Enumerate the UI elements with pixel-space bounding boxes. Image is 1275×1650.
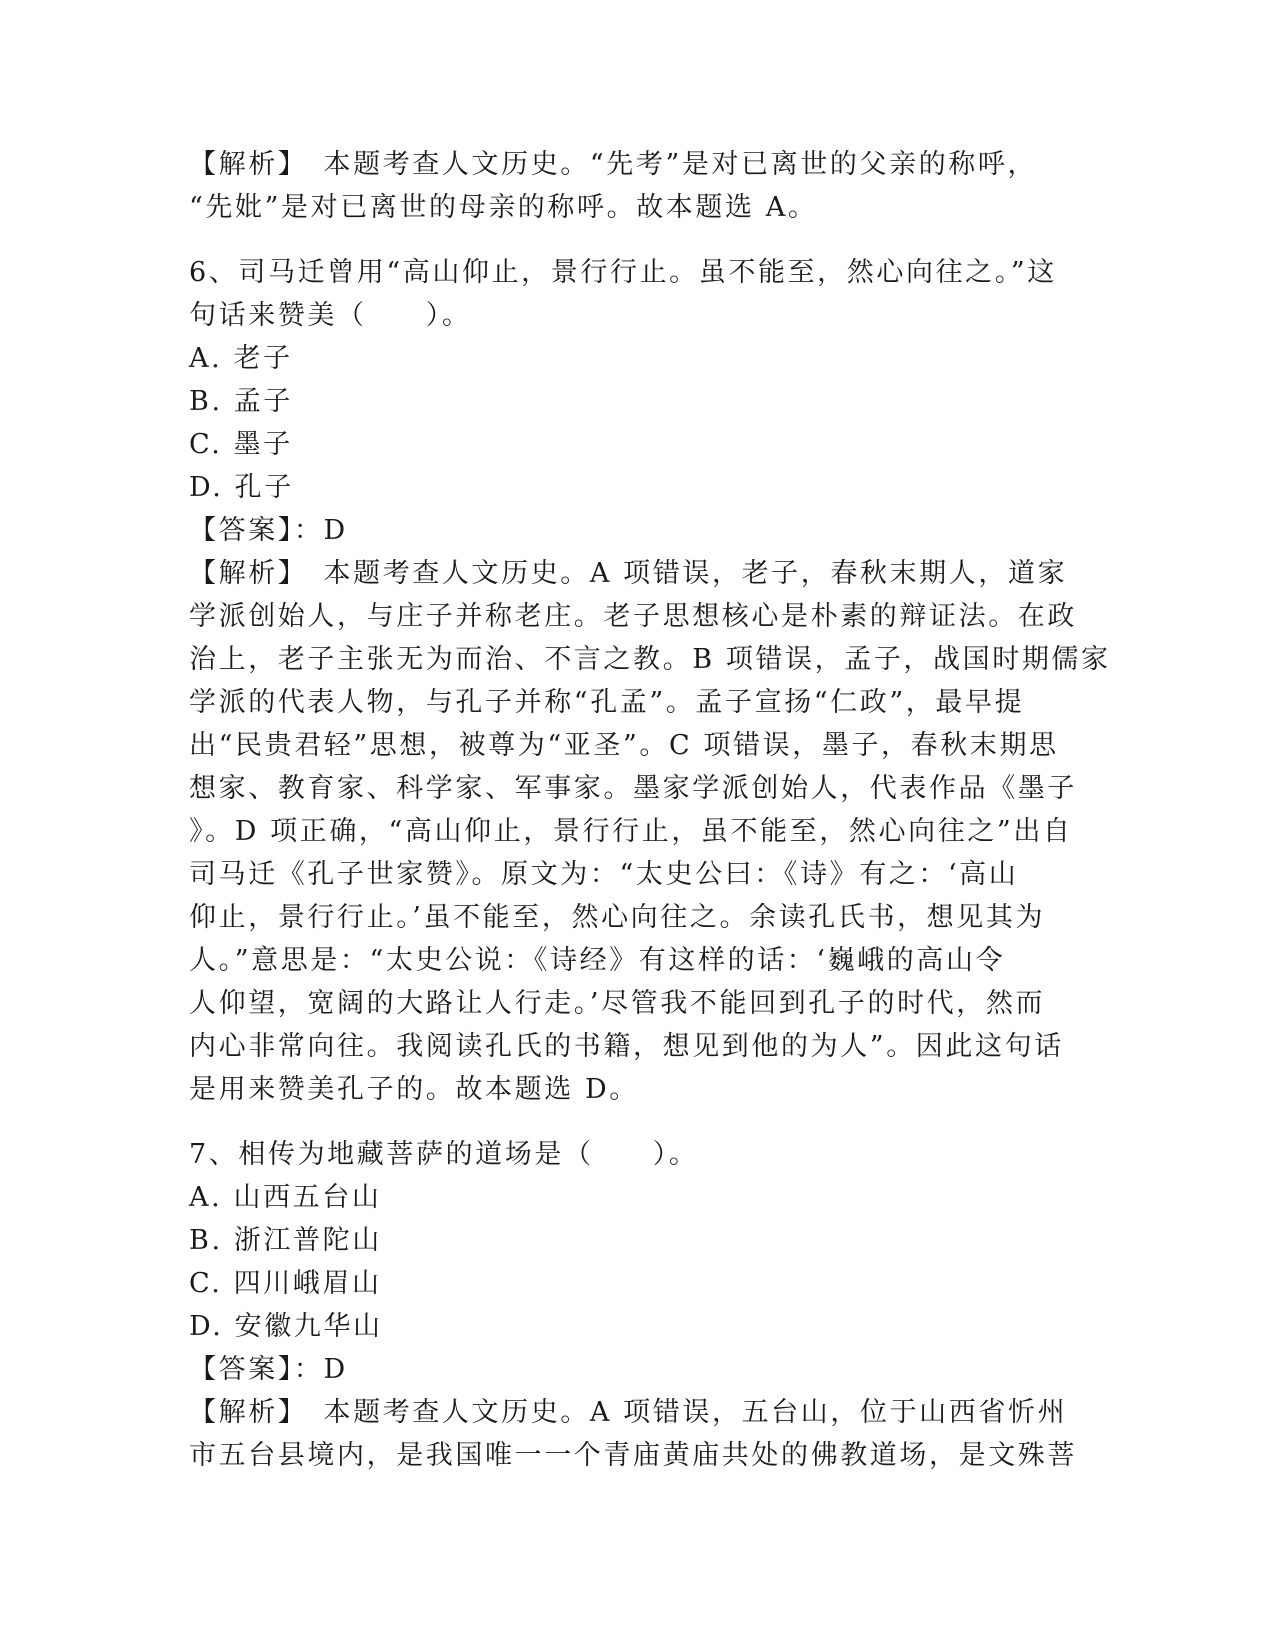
question-7-block	[189, 1133, 1089, 1477]
answer-line: 【答案】：D	[189, 1354, 348, 1385]
option-a: A. 老子	[189, 343, 293, 374]
question-text-line: 句话来赞美（ ）。	[189, 300, 472, 331]
analysis-line: 学派的代表人物，与孔子并称“孔孟”。孟子宣扬“仁政”，最早提	[189, 687, 1025, 718]
question-text-line: 7、相传为地藏菩萨的道场是（ ）。	[189, 1139, 699, 1170]
text-line: 【解析】 本题考查人文历史。“先考”是对已离世的父亲的称呼，	[189, 149, 1038, 180]
paragraph-gap	[189, 229, 1089, 251]
option-d: D. 孔子	[189, 472, 294, 503]
analysis-line: 【解析】 本题考查人文历史。A 项错误，五台山，位于山西省忻州	[189, 1397, 1068, 1428]
option-c: C. 四川峨眉山	[189, 1268, 382, 1299]
paragraph-gap	[189, 1111, 1089, 1133]
option-c: C. 墨子	[189, 429, 293, 460]
option-a: A. 山西五台山	[189, 1182, 382, 1213]
analysis-line: 内心非常向往。我阅读孔氏的书籍，想见到他的为人”。因此这句话	[189, 1031, 1064, 1062]
analysis-q5-block	[189, 143, 1089, 229]
question-text-line: 6、司马迁曾用“高山仰止，景行行止。虽不能至，然心向往之。”这	[189, 257, 1057, 288]
analysis-line: 出“民贵君轻”思想，被尊为“亚圣”。C 项错误，墨子，春秋末期思	[189, 730, 1059, 761]
answer-line: 【答案】：D	[189, 515, 348, 546]
analysis-line: 市五台县境内，是我国唯一一个青庙黄庙共处的佛教道场，是文殊菩	[189, 1440, 1077, 1471]
analysis-line: 学派创始人，与庄子并称老庄。老子思想核心是朴素的辩证法。在政	[189, 601, 1077, 632]
analysis-line: 司马迁《孔子世家赞》。原文为：“太史公曰：《诗》有之：‘高山	[189, 859, 1019, 890]
option-b: B. 孟子	[189, 386, 294, 417]
option-d: D. 安徽九华山	[189, 1311, 383, 1342]
option-b: B. 浙江普陀山	[189, 1225, 382, 1256]
analysis-line: 仰止，景行行止。’虽不能至，然心向往之。余读孔氏书，想见其为	[189, 902, 1046, 933]
document-body	[189, 143, 1111, 1477]
analysis-line: 想家、教育家、科学家、军事家。墨家学派创始人，代表作品《墨子	[189, 773, 1077, 804]
analysis-line: 是用来赞美孔子的。故本题选 D。	[189, 1074, 639, 1105]
question-6-block	[189, 251, 1111, 1111]
analysis-line: 》。D 项正确，“高山仰止，景行行止，虽不能至，然心向往之”出自	[189, 816, 1073, 847]
text-line: “先妣”是对已离世的母亲的称呼。故本题选 A。	[189, 192, 818, 223]
analysis-line: 人。”意思是：“太史公说：《诗经》有这样的话：‘巍峨的高山令	[189, 945, 1006, 976]
analysis-line: 【解析】 本题考查人文历史。A 项错误，老子，春秋末期人，道家	[189, 558, 1068, 589]
analysis-line: 治上，老子主张无为而治、不言之教。B 项错误，孟子，战国时期儒家	[189, 644, 1111, 675]
analysis-line: 人仰望，宽阔的大路让人行走。’尽管我不能回到孔子的时代，然而	[189, 988, 1046, 1019]
